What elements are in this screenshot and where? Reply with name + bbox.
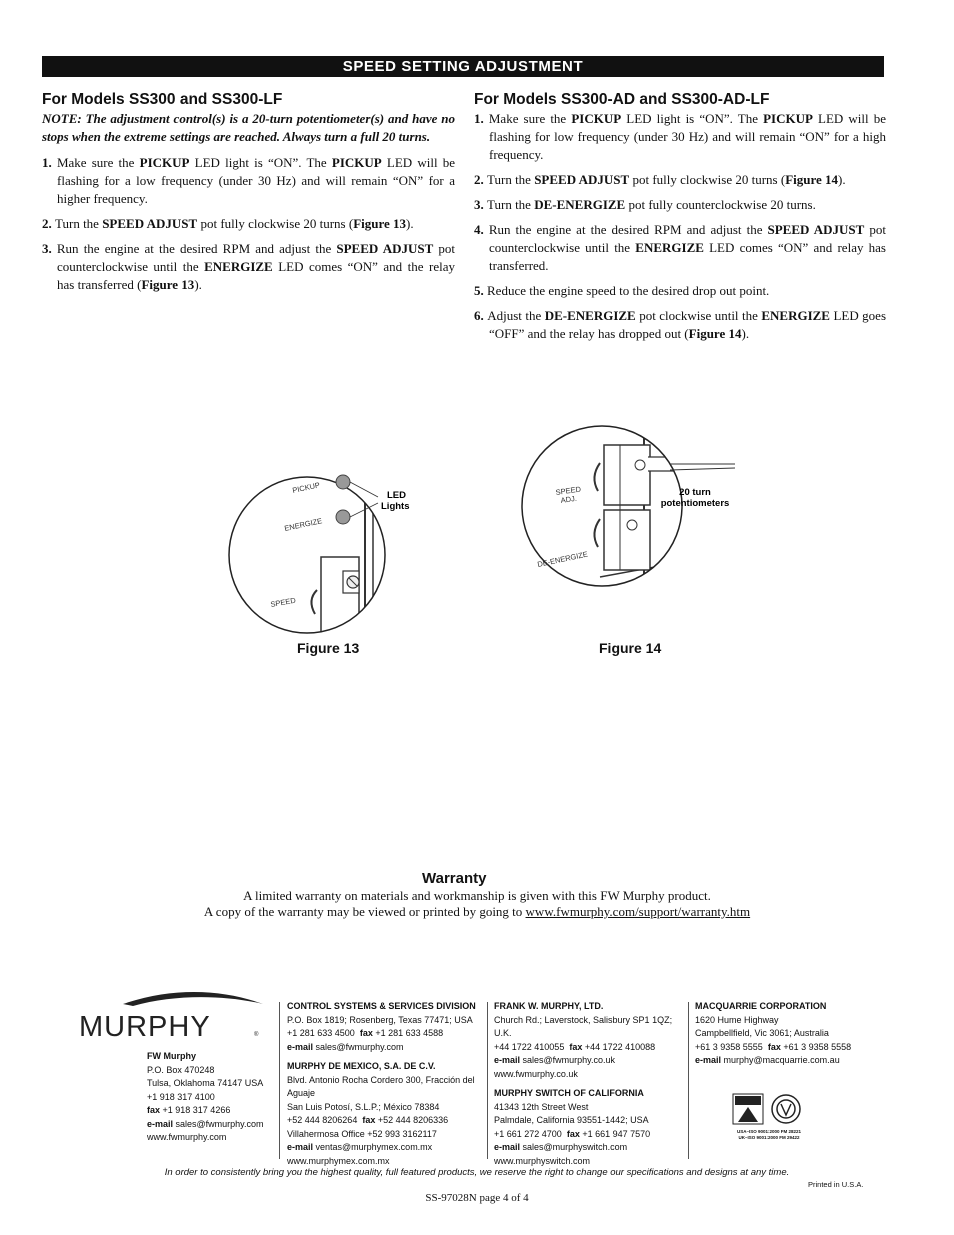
step-number: 3.	[42, 241, 57, 256]
hq-fax: fax +1 918 317 4266	[147, 1105, 231, 1115]
left-steps	[42, 154, 455, 294]
macquarrie-email: e-mail murphy@macquarrie.com.au	[695, 1055, 840, 1065]
footer-divider-3	[688, 1002, 689, 1159]
figure-14-caption: Figure 14	[599, 640, 662, 656]
ca-line-2: Palmdale, California 93551-1442; USA	[494, 1115, 649, 1125]
pickup-label: PICKUP	[291, 480, 321, 495]
hq-title: FW Murphy	[147, 1051, 196, 1061]
hq-email: e-mail sales@fwmurphy.com	[147, 1118, 264, 1129]
footer-col-3	[695, 1000, 875, 1068]
step-number: 2.	[474, 172, 487, 187]
ca-web: www.murphyswitch.com	[494, 1155, 591, 1166]
right-step-2	[474, 171, 886, 189]
footer-divider-1	[279, 1002, 280, 1159]
right-step-6	[474, 307, 886, 343]
csd-title: CONTROL SYSTEMS & SERVICES DIVISION	[287, 1001, 476, 1011]
murphy-logo	[75, 990, 275, 1042]
step-number: 4.	[474, 222, 489, 237]
speed-adj-label-line1: SPEED	[555, 484, 582, 497]
hq-line-2: Tulsa, Oklahoma 74147 USA	[147, 1078, 264, 1088]
logo-registered-mark: ®	[254, 1032, 259, 1038]
warranty-text	[0, 888, 954, 920]
uk-web: www.fwmurphy.co.uk	[494, 1068, 578, 1079]
step-number: 3.	[474, 197, 487, 212]
mexico-web: www.murphymex.com.mx	[287, 1155, 390, 1166]
pickup-led-icon	[336, 475, 350, 489]
step-text: Reduce the engine speed to the desired drop out point.	[487, 283, 770, 298]
mexico-line-2: San Luis Potosí, S.L.P.; México 78384	[287, 1101, 440, 1112]
left-column	[42, 91, 455, 301]
left-step-3	[42, 240, 455, 294]
footer-col-2	[494, 1000, 686, 1168]
macquarrie-line-2: Campbellfield, Vic 3061; Australia	[695, 1028, 829, 1038]
pot-label-line2: potentiometers	[660, 498, 730, 509]
right-step-3	[474, 196, 886, 214]
disclaimer: In order to consistently bring you the highest quality, full featured products, we reserve the right to change our specifications and designs at any time.	[164, 1167, 790, 1178]
uk-phone-fax: +44 1722 410055 fax +44 1722 410088	[494, 1041, 656, 1052]
warranty-line1: A limited warranty on materials and workmanship is given with this FW Murphy product.	[243, 888, 711, 903]
figure-13-caption: Figure 13	[297, 640, 360, 656]
step-text: Turn the SPEED ADJUST pot fully clockwise 20 turns (Figure 13).	[55, 216, 414, 231]
led-label-line2: Lights	[381, 501, 410, 512]
cert-line-2: UK–ISO 9001:2000 FM 29422	[738, 1134, 800, 1140]
step-text: Make sure the PICKUP LED light is “ON”. The PICKUP LED will be flashing for low frequency (under 30 Hz) and will remain “ON” for a high frequency.	[488, 111, 887, 162]
certification-text	[724, 1129, 814, 1140]
mexico-title: MURPHY DE MEXICO, S.A. DE C.V.	[287, 1061, 436, 1071]
mexico-line-1: Blvd. Antonio Rocha Cordero 300, Fracción del Aguaje	[287, 1074, 475, 1098]
macquarrie-title: MACQUARRIE CORPORATION	[695, 1001, 827, 1011]
speed-label: SPEED	[269, 595, 297, 609]
step-text: Turn the DE-ENERGIZE pot fully counterclockwise 20 turns.	[487, 197, 816, 212]
right-step-5	[474, 282, 886, 300]
step-text: Make sure the PICKUP LED light is “ON”. The PICKUP LED will be flashing for a low frequency (under 30 Hz) and will remain “ON” for a higher frequency.	[56, 155, 456, 206]
footer-col-1	[287, 1000, 485, 1168]
ca-email: e-mail sales@murphyswitch.com	[494, 1142, 628, 1152]
csd-email: e-mail sales@fwmurphy.com	[287, 1041, 404, 1052]
deenergize-label: DE-ENERGIZE	[536, 549, 589, 569]
printed-in: Printed in U.S.A.	[808, 1180, 864, 1189]
right-steps	[474, 110, 886, 343]
right-column	[474, 91, 886, 350]
ca-title: MURPHY SWITCH OF CALIFORNIA	[494, 1088, 644, 1098]
left-step-2	[42, 215, 455, 233]
step-number: 1.	[42, 155, 57, 170]
left-step-1	[42, 154, 455, 208]
hq-line-1: P.O. Box 470248	[147, 1064, 215, 1075]
step-text: Adjust the DE-ENERGIZE pot clockwise until the ENERGIZE LED goes “OFF” and the relay has dropped out (Figure 14).	[487, 308, 887, 341]
macquarrie-phone-fax: +61 3 9358 5555 fax +61 3 9358 5558	[695, 1041, 852, 1052]
section-banner: SPEED SETTING ADJUSTMENT	[42, 56, 884, 77]
hq-line-3: +1 918 317 4100	[147, 1091, 215, 1102]
left-heading: For Models SS300 and SS300-LF	[42, 91, 283, 108]
mexico-email: e-mail ventas@murphymex.com.mx	[287, 1142, 433, 1152]
right-heading: For Models SS300-AD and SS300-AD-LF	[474, 91, 770, 108]
page-number: SS-97028N page 4 of 4	[425, 1192, 529, 1204]
cert-line-1: USA–ISO 9001:2000 FM 28221	[736, 1129, 802, 1134]
logo-text: MURPHY	[79, 1011, 211, 1042]
ca-phone-fax: +1 661 272 4700 fax +1 661 947 7570	[494, 1128, 651, 1139]
certification-seals	[732, 1093, 804, 1129]
right-step-4	[474, 221, 886, 275]
macquarrie-line-1: 1620 Hume Highway	[695, 1014, 779, 1025]
right-step-1	[474, 110, 886, 164]
warranty-line2-prefix: A copy of the warranty may be viewed or printed by going to	[203, 904, 526, 919]
csd-line-1: P.O. Box 1819; Rosenberg, Texas 77471; USA	[287, 1014, 473, 1025]
left-note: NOTE: The adjustment control(s) is a 20-turn potentiometer(s) and have no stops when the extreme settings are reached. Always turn a full 20 turns.	[42, 111, 455, 144]
energize-led-icon	[336, 510, 350, 524]
step-text: Turn the SPEED ADJUST pot fully clockwise 20 turns (Figure 14).	[487, 172, 846, 187]
step-text: Run the engine at the desired RPM and adjust the SPEED ADJUST pot counterclockwise until the ENERGIZE LED comes “ON” and the relay has transferred (Figure 13).	[56, 241, 456, 292]
ca-line-1: 41343 12th Street West	[494, 1101, 589, 1112]
bsi-seal-icon	[772, 1095, 800, 1123]
hq-web: www.fwmurphy.com	[147, 1132, 227, 1142]
warranty-link[interactable]: www.fwmurphy.com/support/warranty.htm	[525, 904, 751, 919]
step-number: 2.	[42, 216, 55, 231]
step-number: 6.	[474, 308, 488, 323]
step-number: 1.	[474, 111, 489, 126]
uk-email: e-mail sales@fwmurphy.co.uk	[494, 1055, 616, 1065]
step-number: 5.	[474, 283, 487, 298]
figure-13-illustration	[225, 405, 420, 635]
figure-14-illustration	[520, 405, 740, 635]
led-label-line1: LED	[387, 490, 406, 501]
hq-address	[147, 1050, 279, 1145]
warranty-line2	[0, 904, 954, 920]
uk-line-1: Church Rd.; Laverstock, Salisbury SP1 1QZ; U.K.	[494, 1014, 673, 1038]
speed-adj-label-line2: ADJ.	[560, 493, 578, 505]
mexico-phone-fax: +52 444 8206264 fax +52 444 8206336	[287, 1115, 449, 1125]
footer-divider-2	[487, 1002, 488, 1159]
mexico-extra: Villahermosa Office +52 993 3162117	[287, 1128, 437, 1139]
step-text: Run the engine at the desired RPM and adjust the SPEED ADJUST pot counterclockwise until the ENERGIZE LED comes “ON” and relay has transferred.	[488, 222, 886, 273]
energize-label: ENERGIZE	[283, 516, 323, 533]
uk-title: FRANK W. MURPHY, LTD.	[494, 1001, 604, 1011]
csd-phone-fax: +1 281 633 4500 fax +1 281 633 4588	[287, 1028, 444, 1038]
warranty-title: Warranty	[422, 870, 487, 887]
pot-label-line1: 20 turn	[679, 487, 711, 498]
